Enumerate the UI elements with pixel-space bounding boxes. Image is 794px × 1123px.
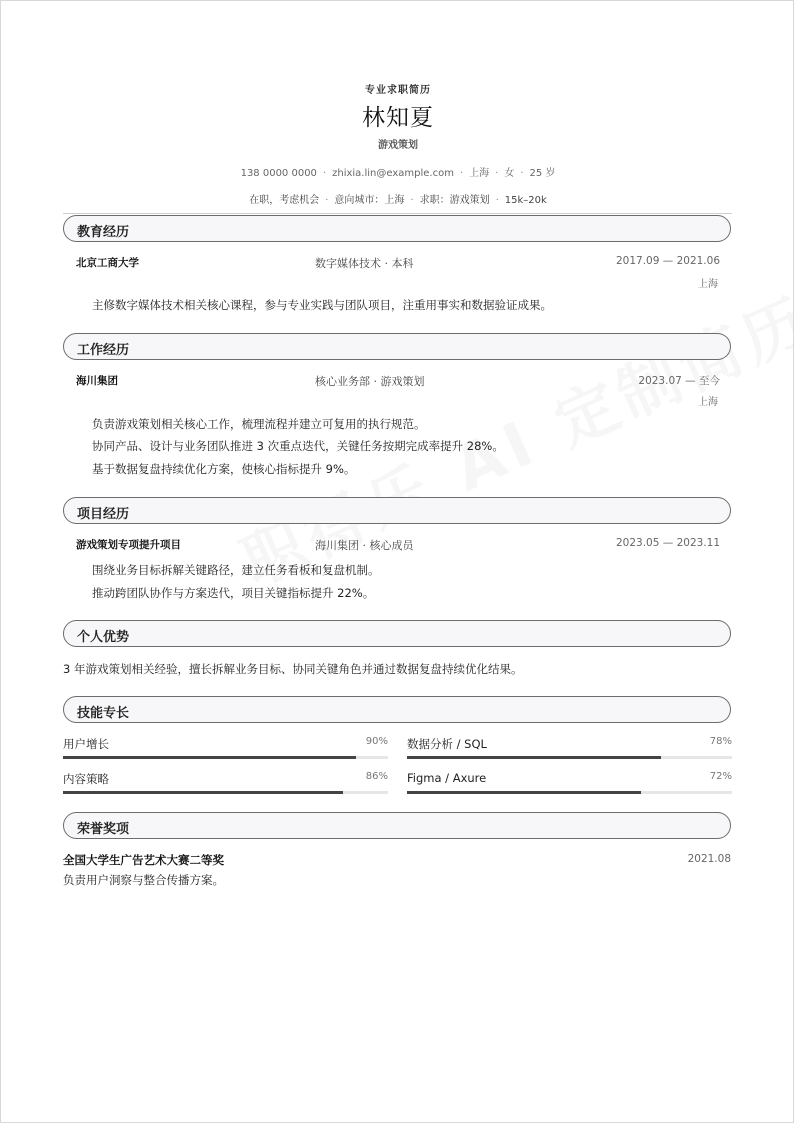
- skill-bar-track: [63, 791, 388, 794]
- award-date: 2021.08: [687, 853, 731, 865]
- gender: 女: [504, 168, 515, 179]
- skill-bar-fill: [407, 756, 661, 759]
- section-awards-title: 荣誉奖项: [63, 812, 731, 839]
- school-name: 北京工商大学: [76, 257, 139, 269]
- education-date: 2017.09 — 2021.06: [615, 255, 720, 267]
- status-line: 在职，考虑机会 · 意向城市：上海 · 求职：游戏策划 · 15k–20k: [249, 195, 547, 206]
- skill-name: 数据分析 / SQL: [407, 737, 487, 751]
- work-bullet: 负责游戏策划相关核心工作，梳理流程并建立可复用的执行规范。: [92, 417, 426, 431]
- section-skills-title: 技能专长: [63, 696, 731, 723]
- section-work-title: 工作经历: [63, 333, 731, 360]
- candidate-name: 林知夏: [362, 105, 434, 131]
- skill-bar-fill: [63, 756, 356, 759]
- resume-header: [1, 81, 794, 206]
- skill-bar-track: [407, 756, 732, 759]
- expected-salary: 15k–20k: [504, 195, 547, 206]
- major: 数字媒体技术 · 本科: [315, 257, 414, 270]
- project-row: [76, 537, 720, 553]
- city: 上海: [469, 168, 490, 179]
- skill-name: 内容策略: [63, 772, 109, 786]
- job-status: 在职，考虑机会: [249, 195, 320, 206]
- work-row: [76, 373, 720, 389]
- section-education-title: 教育经历: [63, 215, 731, 242]
- award-desc: 负责用户洞察与整合传播方案。: [63, 873, 224, 887]
- skill-percent: 90%: [365, 736, 388, 747]
- project-name: 游戏策划专项提升项目: [76, 539, 181, 551]
- phone: 138 0000 0000: [240, 168, 317, 179]
- company-name: 海川集团: [76, 375, 118, 387]
- project-date: 2023.05 — 2023.11: [615, 537, 720, 549]
- header-divider: [63, 213, 732, 214]
- skill-item: [407, 771, 732, 801]
- target-job: 求职：游戏策划: [419, 195, 490, 206]
- email: zhixia.lin@example.com: [332, 168, 454, 179]
- education-location: 上海: [698, 279, 718, 290]
- target-city: 意向城市：上海: [334, 195, 405, 206]
- education-row: [76, 255, 720, 271]
- skill-name: Figma / Axure: [407, 771, 487, 785]
- project-bullet: 围绕业务目标拆解关键路径，建立任务看板和复盘机制。: [92, 563, 380, 577]
- skill-bar-track: [407, 791, 732, 794]
- skill-percent: 72%: [709, 771, 732, 782]
- skill-percent: 86%: [365, 771, 388, 782]
- skill-item: [63, 771, 388, 801]
- strengths-text: 3 年游戏策划相关经验，擅长拆解业务目标、协同关键角色并通过数据复盘持续优化结果。: [63, 662, 523, 676]
- skill-bar-fill: [407, 791, 641, 794]
- contact-line: 138 0000 0000 · zhixia.lin@example.com · 上海 · 女 · 25 岁: [240, 168, 556, 179]
- skill-bar-fill: [63, 791, 343, 794]
- work-date: 2023.07 — 至今: [638, 375, 720, 387]
- age: 25 岁: [529, 168, 556, 179]
- work-bullet: 基于数据复盘持续优化方案，使核心指标提升 9%。: [92, 462, 356, 476]
- skill-bar-track: [63, 756, 388, 759]
- candidate-role: 游戏策划: [378, 140, 418, 151]
- skill-item: [407, 736, 732, 766]
- header-kicker: 专业求职简历: [365, 85, 431, 96]
- skill-percent: 78%: [709, 736, 732, 747]
- section-strengths-title: 个人优势: [63, 620, 731, 647]
- project-bullet: 推动跨团队协作与方案迭代，项目关键指标提升 22%。: [92, 586, 375, 600]
- section-project-title: 项目经历: [63, 497, 731, 524]
- project-org: 海川集团 · 核心成员: [315, 539, 414, 552]
- skill-item: [63, 736, 388, 766]
- award-name: 全国大学生广告艺术大赛二等奖: [63, 853, 224, 867]
- education-desc: 主修数字媒体技术相关核心课程，参与专业实践与团队项目，注重用事实和数据验证成果。: [92, 298, 552, 312]
- work-bullet: 协同产品、设计与业务团队推进 3 次重点迭代，关键任务按期完成率提升 28%。: [92, 439, 504, 453]
- skill-name: 用户增长: [63, 737, 109, 751]
- work-location: 上海: [698, 397, 718, 408]
- work-position: 核心业务部 · 游戏策划: [315, 375, 425, 388]
